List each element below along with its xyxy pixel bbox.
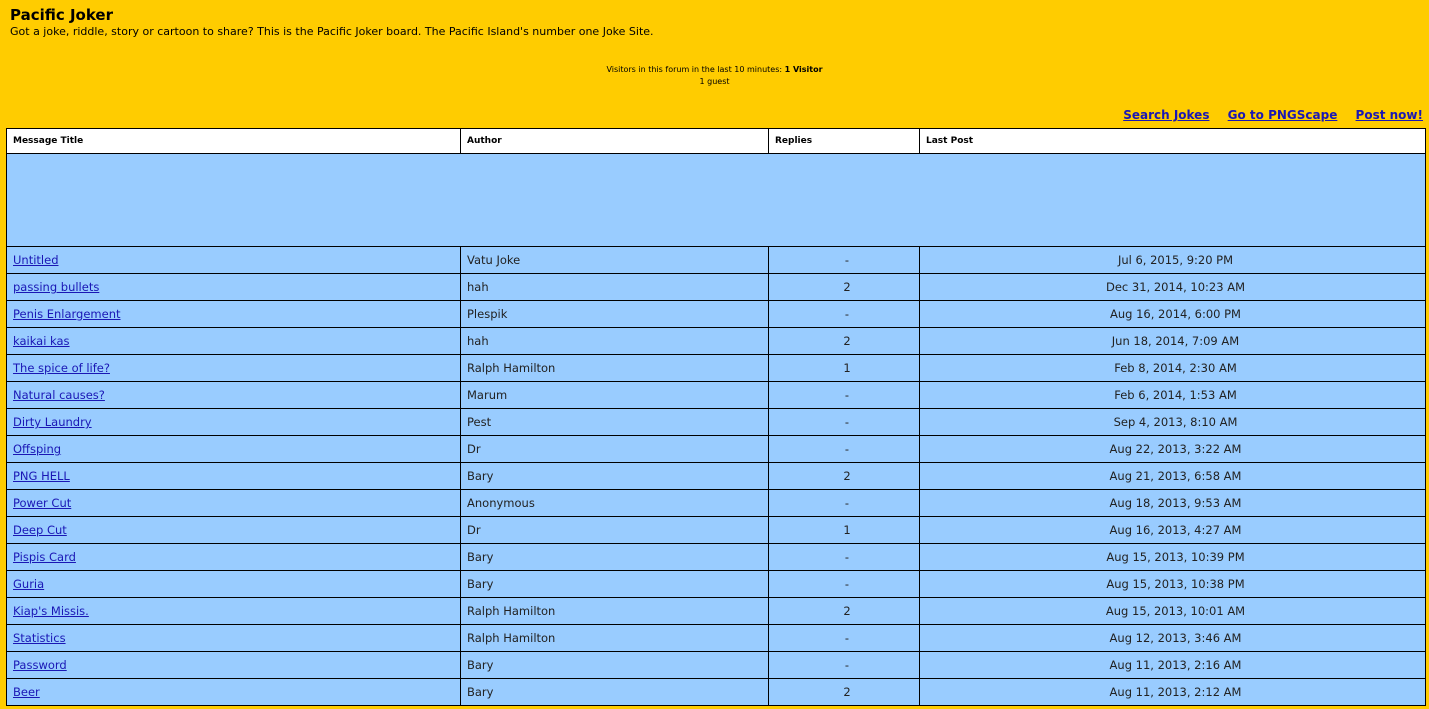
table-row <box>7 463 1426 490</box>
table-row <box>7 355 1426 382</box>
message-title-link[interactable]: Statistics <box>13 631 66 645</box>
message-title-cell <box>7 679 461 706</box>
table-row <box>7 652 1426 679</box>
table-row <box>7 571 1426 598</box>
visitors-prefix: Visitors in this forum in the last 10 minutes: <box>606 65 783 74</box>
last-post-cell: Jun 18, 2014, 7:09 AM <box>920 328 1426 355</box>
last-post-cell: Aug 16, 2014, 6:00 PM <box>920 301 1426 328</box>
last-post-cell: Aug 11, 2013, 2:12 AM <box>920 679 1426 706</box>
replies-cell: 2 <box>769 328 920 355</box>
author-cell: Ralph Hamilton <box>461 625 769 652</box>
replies-cell: - <box>769 436 920 463</box>
message-title-cell <box>7 409 461 436</box>
empty-spacer-cell <box>7 154 1426 247</box>
message-title-cell <box>7 382 461 409</box>
last-post-cell: Aug 15, 2013, 10:01 AM <box>920 598 1426 625</box>
author-cell: Bary <box>461 679 769 706</box>
message-title-link[interactable]: Offsping <box>13 442 62 456</box>
table-row <box>7 409 1426 436</box>
last-post-cell: Sep 4, 2013, 8:10 AM <box>920 409 1426 436</box>
last-post-cell: Feb 8, 2014, 2:30 AM <box>920 355 1426 382</box>
last-post-cell: Aug 11, 2013, 2:16 AM <box>920 652 1426 679</box>
message-title-cell <box>7 598 461 625</box>
author-cell: Dr <box>461 517 769 544</box>
replies-cell: - <box>769 652 920 679</box>
message-title-cell <box>7 517 461 544</box>
visitors-info <box>0 64 1429 88</box>
go-to-pngscape-link[interactable]: Go to PNGScape <box>1227 108 1338 122</box>
message-title-link[interactable]: Password <box>13 658 67 672</box>
table-row <box>7 679 1426 706</box>
message-title-cell <box>7 571 461 598</box>
message-title-cell <box>7 463 461 490</box>
last-post-cell: Aug 18, 2013, 9:53 AM <box>920 490 1426 517</box>
visitors-count: 1 Visitor <box>784 65 823 74</box>
table-row <box>7 490 1426 517</box>
message-title-link[interactable]: passing bullets <box>13 280 100 294</box>
forum-tagline: Got a joke, riddle, story or cartoon to share? This is the Pacific Joker board. The Pacific Island's number one Joke Site. <box>10 25 654 38</box>
last-post-cell: Aug 16, 2013, 4:27 AM <box>920 517 1426 544</box>
table-row <box>7 328 1426 355</box>
replies-cell: 2 <box>769 598 920 625</box>
top-links <box>1109 108 1423 122</box>
author-cell: Marum <box>461 382 769 409</box>
search-jokes-link[interactable]: Search Jokes <box>1123 108 1210 122</box>
replies-cell: 2 <box>769 679 920 706</box>
author-cell: Plespik <box>461 301 769 328</box>
message-title-link[interactable]: Pispis Card <box>13 550 76 564</box>
message-title-link[interactable]: PNG HELL <box>13 469 70 483</box>
message-title-cell <box>7 652 461 679</box>
replies-cell: - <box>769 301 920 328</box>
column-header-replies: Replies <box>769 129 920 154</box>
message-title-link[interactable]: Dirty Laundry <box>13 415 92 429</box>
author-cell: Ralph Hamilton <box>461 598 769 625</box>
author-cell: Bary <box>461 463 769 490</box>
author-cell: hah <box>461 328 769 355</box>
page-header <box>0 0 1429 128</box>
author-cell: Bary <box>461 652 769 679</box>
author-cell: Vatu Joke <box>461 247 769 274</box>
message-title-cell <box>7 328 461 355</box>
table-header-row <box>7 129 1426 154</box>
message-title-cell <box>7 625 461 652</box>
replies-cell: - <box>769 247 920 274</box>
author-cell: Ralph Hamilton <box>461 355 769 382</box>
replies-cell: 2 <box>769 274 920 301</box>
last-post-cell: Feb 6, 2014, 1:53 AM <box>920 382 1426 409</box>
column-header-message-title: Message Title <box>7 129 461 154</box>
last-post-cell: Aug 22, 2013, 3:22 AM <box>920 436 1426 463</box>
message-title-cell <box>7 355 461 382</box>
author-cell: Dr <box>461 436 769 463</box>
message-title-link[interactable]: Natural causes? <box>13 388 105 402</box>
message-title-cell <box>7 274 461 301</box>
guests-count: 1 guest <box>699 77 730 86</box>
table-row <box>7 436 1426 463</box>
author-cell: Bary <box>461 544 769 571</box>
replies-cell: - <box>769 544 920 571</box>
message-title-link[interactable]: Kiap's Missis. <box>13 604 89 618</box>
author-cell: Bary <box>461 571 769 598</box>
replies-cell: - <box>769 490 920 517</box>
replies-cell: - <box>769 625 920 652</box>
author-cell: hah <box>461 274 769 301</box>
replies-cell: 2 <box>769 463 920 490</box>
author-cell: Anonymous <box>461 490 769 517</box>
column-header-author: Author <box>461 129 769 154</box>
message-title-link[interactable]: Beer <box>13 685 40 699</box>
table-row <box>7 544 1426 571</box>
table-row <box>7 625 1426 652</box>
last-post-cell: Jul 6, 2015, 9:20 PM <box>920 247 1426 274</box>
table-row <box>7 382 1426 409</box>
message-title-link[interactable]: Deep Cut <box>13 523 67 537</box>
table-row <box>7 301 1426 328</box>
table-row <box>7 247 1426 274</box>
last-post-cell: Aug 15, 2013, 10:39 PM <box>920 544 1426 571</box>
replies-cell: - <box>769 409 920 436</box>
column-header-last-post: Last Post <box>920 129 1426 154</box>
table-row <box>7 598 1426 625</box>
message-title-link[interactable]: Guria <box>13 577 45 591</box>
message-title-cell <box>7 301 461 328</box>
message-title-link[interactable]: Untitled <box>13 253 59 267</box>
last-post-cell: Aug 15, 2013, 10:38 PM <box>920 571 1426 598</box>
last-post-cell: Dec 31, 2014, 10:23 AM <box>920 274 1426 301</box>
message-title-link[interactable]: The spice of life? <box>13 361 110 375</box>
last-post-cell: Aug 12, 2013, 3:46 AM <box>920 625 1426 652</box>
table-row <box>7 274 1426 301</box>
last-post-cell: Aug 21, 2013, 6:58 AM <box>920 463 1426 490</box>
message-title-cell <box>7 544 461 571</box>
empty-spacer-row <box>7 154 1426 247</box>
message-title-link[interactable]: Penis Enlargement <box>13 307 121 321</box>
message-title-cell <box>7 490 461 517</box>
message-title-cell <box>7 247 461 274</box>
message-title-link[interactable]: Power Cut <box>13 496 72 510</box>
message-table <box>6 128 1426 706</box>
post-now-link[interactable]: Post now! <box>1355 108 1423 122</box>
replies-cell: 1 <box>769 517 920 544</box>
replies-cell: - <box>769 571 920 598</box>
table-row <box>7 517 1426 544</box>
message-title-cell <box>7 436 461 463</box>
replies-cell: - <box>769 382 920 409</box>
replies-cell: 1 <box>769 355 920 382</box>
author-cell: Pest <box>461 409 769 436</box>
forum-title: Pacific Joker <box>10 6 114 24</box>
message-title-link[interactable]: kaikai kas <box>13 334 70 348</box>
